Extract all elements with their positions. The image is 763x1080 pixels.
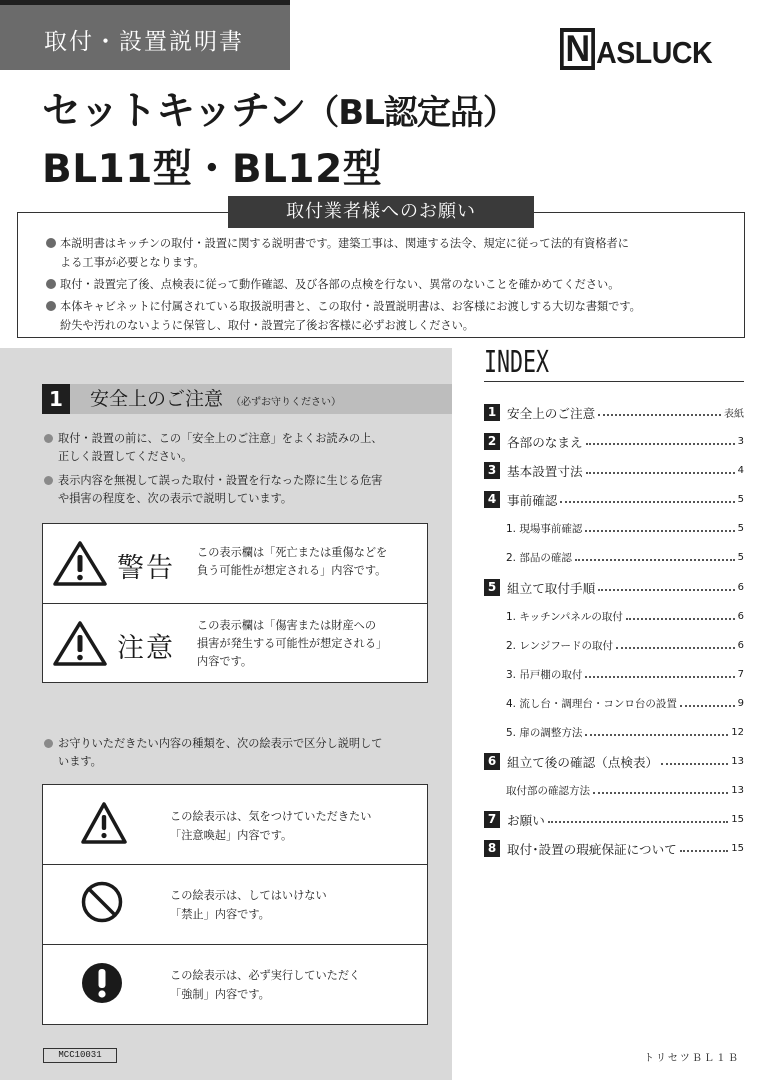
index-label: 2. レンジフードの取付 <box>506 639 614 652</box>
leader-dots <box>548 811 728 823</box>
index-number: 2 <box>484 433 500 450</box>
index-page: 12 <box>731 726 744 738</box>
safety-intro-line: 取付・設置の前に、この「安全上のご注意」をよくお読みの上、 <box>58 432 383 445</box>
model-name: BL11型・BL12型 <box>42 147 383 192</box>
index-item[interactable] <box>484 489 744 509</box>
prohibition-icon <box>80 880 124 924</box>
leader-dots <box>585 520 734 532</box>
index-item[interactable] <box>484 431 744 451</box>
leader-dots <box>593 782 728 794</box>
pictogram-description <box>170 807 371 845</box>
index-subitem[interactable] <box>484 780 744 800</box>
warning-triangle-icon <box>52 619 108 667</box>
section-number: 1 <box>42 384 70 414</box>
index-item[interactable] <box>484 809 744 829</box>
table-divider <box>42 944 428 945</box>
installer-request-box <box>17 212 745 338</box>
index-label: 5. 扉の調整方法 <box>506 726 583 739</box>
index-page: 5 <box>737 551 744 563</box>
bullet-icon <box>46 238 56 248</box>
bullet-icon <box>44 739 53 748</box>
index-subitem[interactable] <box>484 722 744 742</box>
index-page: 6 <box>737 639 744 651</box>
table-divider <box>42 864 428 865</box>
index-number: 4 <box>484 491 500 508</box>
request-line: 本体キャビネットに付属されている取扱説明書と、この取付・設置説明書は、お客様にお渡しする大切な書類です。 <box>60 300 641 313</box>
signal-description-line: 内容です。 <box>197 655 253 668</box>
pictogram-description-line: この絵表示は、してはいけない <box>170 889 327 902</box>
pictogram-intro-line: います。 <box>58 755 102 768</box>
leader-dots <box>626 608 735 620</box>
bullet-icon <box>44 434 53 443</box>
section-title <box>90 386 341 416</box>
brand-logo-initial: N <box>560 28 595 70</box>
signal-description <box>197 617 387 671</box>
bullet-icon <box>44 476 53 485</box>
index-page: 9 <box>737 697 744 709</box>
signal-description-line: この表示欄は「死亡または重傷などを <box>197 546 388 559</box>
index-label: 1. キッチンパネルの取付 <box>506 610 623 623</box>
index-subitem[interactable] <box>484 664 744 684</box>
leader-dots <box>586 462 735 474</box>
brand-logo <box>560 30 727 70</box>
leader-dots <box>598 404 721 416</box>
request-item <box>60 275 750 294</box>
request-heading: 取付業者様へのお願い <box>228 196 534 228</box>
bullet-icon <box>46 279 56 289</box>
caution-triangle-icon <box>80 801 128 845</box>
request-line: 本説明書はキッチンの取付・設置に関する説明書です。建築工事は、関連する法令、規定に従って法的有資格者に <box>60 237 629 250</box>
signal-word-caution: 注意 <box>117 633 175 664</box>
document-code: MCC10031 <box>43 1048 117 1063</box>
footer-reference: トリセツＢＬ１Ｂ <box>644 1053 740 1064</box>
section-title-note: （必ずお守りください） <box>231 397 342 408</box>
index-page: 15 <box>731 842 744 854</box>
pictogram-description-line: この絵表示は、必ず実行していただく <box>170 969 361 982</box>
pictogram-description-line: この絵表示は、気をつけていただきたい <box>170 810 372 823</box>
index-subitem[interactable] <box>484 518 744 538</box>
index-label: 基本設置寸法 <box>507 463 583 479</box>
page-title-paren: （BL認定品） <box>305 93 516 133</box>
leader-dots <box>560 491 734 503</box>
pictogram-intro-line: お守りいただきたい内容の種類を、次の絵表示で区分し説明して <box>58 737 383 750</box>
index-item[interactable] <box>484 402 744 422</box>
index-page: 5 <box>737 493 744 505</box>
index-number: 8 <box>484 840 500 857</box>
index-item[interactable] <box>484 838 744 858</box>
index-item[interactable] <box>484 751 744 771</box>
pictogram-intro <box>58 735 448 771</box>
leader-dots <box>586 433 735 445</box>
safety-intro-line: 表示内容を無視して誤った取付・設置を行なった際に生じる危害 <box>58 474 383 487</box>
pictogram-description-line: 「禁止」内容です。 <box>170 908 270 921</box>
index-label: 1. 現場事前確認 <box>506 522 583 535</box>
index-label: 3. 吊戸棚の取付 <box>506 668 583 681</box>
index-number: 6 <box>484 753 500 770</box>
request-item <box>60 297 750 335</box>
request-item <box>60 234 750 272</box>
page-title-main: セットキッチン <box>42 89 306 134</box>
index-page: 13 <box>731 784 744 796</box>
leader-dots <box>598 579 734 591</box>
section-title-text: 安全上のご注意 <box>90 388 224 410</box>
index-label: お願い <box>507 812 545 828</box>
index-subitem[interactable] <box>484 693 744 713</box>
signal-word-warning: 警告 <box>117 553 175 584</box>
index-page: 7 <box>737 668 744 680</box>
request-line: 紛失や汚れのないように保管し、取付・設置完了後お客様に必ずお渡しください。 <box>60 319 474 332</box>
request-line: 取付・設置完了後、点検表に従って動作確認、及び各部の点検を行ない、異常のないことを確かめてください。 <box>60 278 620 291</box>
signal-description-line: 負う可能性が想定される」内容です。 <box>197 564 387 577</box>
pictogram-description <box>170 886 327 924</box>
index-page: 表紙 <box>724 408 744 420</box>
leader-dots <box>585 724 728 736</box>
document-type-tag: 取付・設置説明書 <box>0 0 290 70</box>
index-page: 13 <box>731 755 744 767</box>
index-label: 組立て後の確認（点検表） <box>507 754 659 770</box>
safety-intro-line: や損害の程度を、次の表示で説明しています。 <box>58 492 293 505</box>
index-page: 6 <box>737 581 744 593</box>
index-subitem[interactable] <box>484 547 744 567</box>
index-label: 取付部の確認方法 <box>506 784 590 797</box>
leader-dots <box>680 695 735 707</box>
page-title <box>42 80 516 136</box>
mandatory-action-icon <box>81 962 123 1004</box>
index-number: 1 <box>484 404 500 421</box>
index-number: 3 <box>484 462 500 479</box>
index-label: 安全上のご注意 <box>507 405 596 421</box>
request-line: よる工事が必要となります。 <box>60 256 205 269</box>
leader-dots <box>680 840 729 852</box>
safety-intro-item <box>58 472 448 508</box>
table-divider <box>42 603 428 604</box>
index-label: 4. 流し台・調理台・コンロ台の設置 <box>506 697 677 710</box>
index-label: 事前確認 <box>507 492 558 508</box>
index-subitem[interactable] <box>484 635 744 655</box>
index-page: 15 <box>731 813 744 825</box>
index-item[interactable] <box>484 577 744 597</box>
pictogram-description-line: 「強制」内容です。 <box>170 988 270 1001</box>
leader-dots <box>575 549 735 561</box>
index-label: 各部のなまえ <box>507 434 583 450</box>
bullet-icon <box>46 301 56 311</box>
signal-description-line: この表示欄は「傷害または財産への <box>197 619 377 632</box>
index-title: INDEX <box>484 345 550 380</box>
index-number: 7 <box>484 811 500 828</box>
leader-dots <box>585 666 734 678</box>
index-rule <box>484 381 744 382</box>
warning-triangle-icon <box>52 539 108 587</box>
leader-dots <box>616 637 735 649</box>
index-page: 4 <box>737 464 744 476</box>
signal-description-line: 損害が発生する可能性が想定される」 <box>197 637 388 650</box>
index-subitem[interactable] <box>484 606 744 626</box>
index-number: 5 <box>484 579 500 596</box>
safety-intro-line: 正しく設置してください。 <box>58 450 193 463</box>
index-label: 組立て取付手順 <box>507 580 596 596</box>
pictogram-description <box>170 966 360 1004</box>
brand-logo-rest: ASLUCK <box>596 35 713 70</box>
safety-intro-item <box>58 430 448 466</box>
index-label: 2. 部品の確認 <box>506 551 572 564</box>
index-label: 取付･設置の瑕疵保証について <box>507 841 677 857</box>
leader-dots <box>661 753 728 765</box>
index-item[interactable] <box>484 460 744 480</box>
index-page: 6 <box>737 610 744 622</box>
index-page: 3 <box>737 435 744 447</box>
signal-description <box>197 544 387 580</box>
index-page: 5 <box>737 522 744 534</box>
pictogram-description-line: 「注意喚起」内容です。 <box>170 829 293 842</box>
